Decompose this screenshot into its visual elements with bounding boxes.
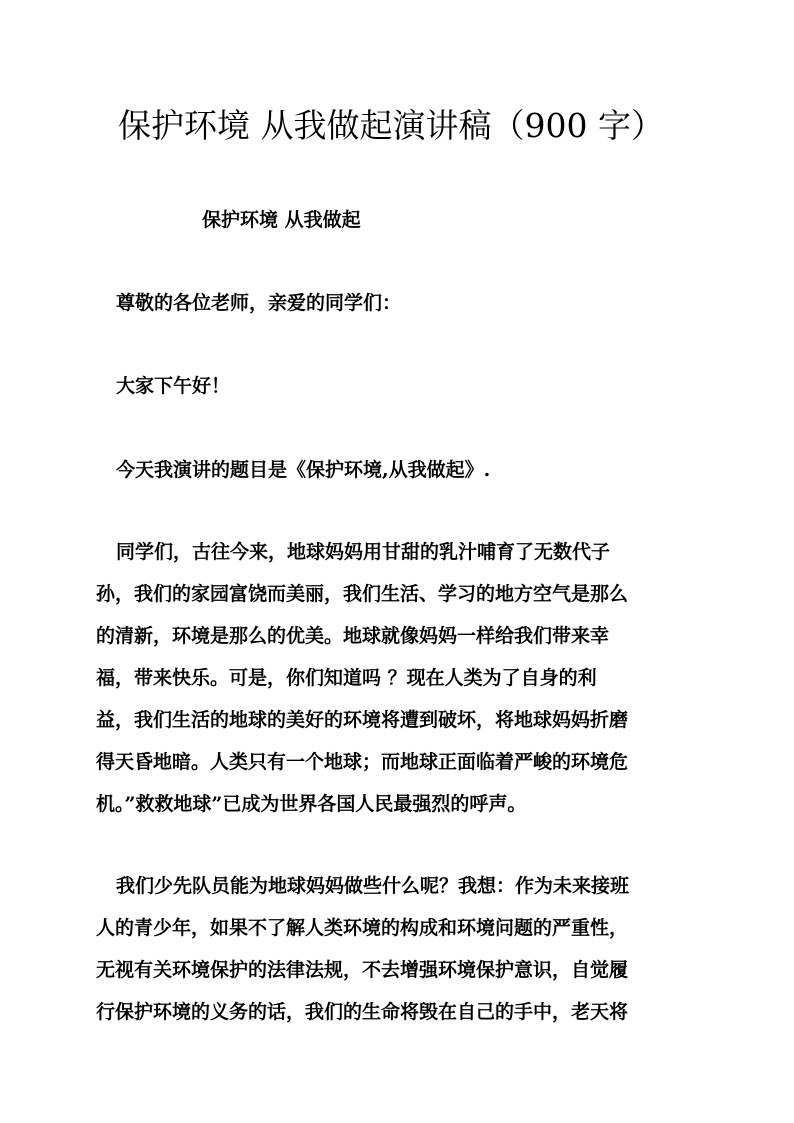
paragraph1-line-2: 孙，我们的家园富饶而美丽，我们生活、学习的地方空气是那么 (96, 583, 629, 605)
paragraph1-line-5: 益，我们生活的地球的美好的环境将遭到破坏，将地球妈妈折磨 (96, 709, 629, 731)
document-subtitle: 保护环境 从我做起 (202, 209, 361, 231)
paragraph1-line-4: 福，带来快乐。可是，你们知道吗 ？现在人类为了自身的利 (96, 667, 597, 689)
topic-line: 今天我演讲的题目是《保护环境,从我做起》. (116, 459, 491, 481)
paragraph1-line-1: 同学们，古往今来，地球妈妈用甘甜的乳汁哺育了无数代子 (116, 541, 611, 563)
greeting-line: 尊敬的各位老师，亲爱的同学们： (116, 292, 402, 314)
paragraph2-line-4: 行保护环境的义务的话，我们的生命将毁在自己的手中，老天将 (96, 1001, 629, 1023)
paragraph1-line-3: 的清新，环境是那么的优美。地球就像妈妈一样给我们带来幸 (96, 625, 610, 647)
paragraph1-line-7: 机。”救救地球”已成为世界各国人民最强烈的呼声。 (96, 793, 527, 815)
hello-line: 大家下午好！ (116, 375, 231, 397)
paragraph2-line-1: 我们少先队员能为地球妈妈做些什么呢？我想：作为未来接班 (116, 875, 630, 897)
document-title: 保护环境 从我做起演讲稿（900 字） (118, 106, 664, 145)
paragraph1-line-6: 得天昏地暗。人类只有一个地球；而地球正面临着严峻的环境危 (96, 751, 629, 773)
paragraph2-line-2: 人的青少年，如果不了解人类环境的构成和环境问题的严重性， (96, 917, 629, 939)
paragraph2-line-3: 无视有关环境保护的法律法规，不去增强环境保护意识，自觉履 (96, 959, 629, 981)
